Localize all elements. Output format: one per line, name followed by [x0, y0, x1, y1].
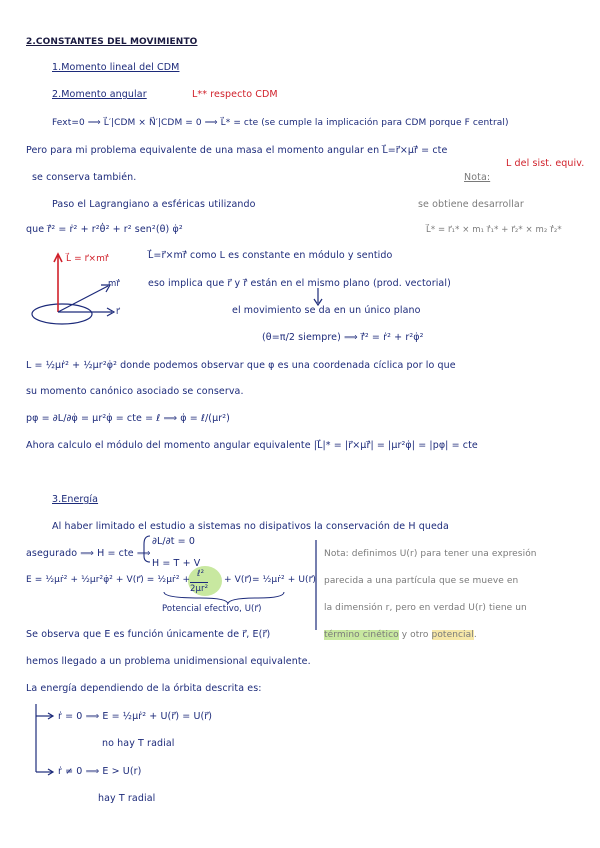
lagrangian-equation: L = ½μṙ² + ½μr²φ̇² donde podemos observar que φ es una coordenada cíclica por lo que [26, 360, 456, 371]
se-observa-line: Se observa que E es función únicamente de r⃗, E(r⃗) [26, 629, 271, 640]
figure-mr-label: mṙ⃗ [108, 279, 120, 289]
nota-box-line: parecida a una partícula que se mueve en [324, 576, 519, 586]
energy-equation: E = ½μṙ² + ½μr²φ̇² + V(r⃗) = ½μṙ² + [26, 575, 191, 585]
figure-L-label: L⃗ = r⃗×mṙ⃗ [66, 254, 109, 264]
case1-note: no hay T radial [102, 738, 175, 749]
orbit-ellipse [32, 304, 92, 324]
y-otro-text: y otro [401, 630, 429, 640]
implica-line: eso implica que r⃗ y ṙ⃗ están en el mismo plano (prod. vectorial) [148, 278, 451, 289]
energy-equation-end: = ½μṙ² + U(r⃗) [252, 575, 317, 585]
section2-heading: 2.CONSTANTES DEL MOVIMIENTO [26, 37, 198, 47]
lagrangiano-line: Paso el Lagrangiano a esféricas utilizando [52, 199, 256, 210]
p-phi-equation: pφ = ∂L/∂φ̇ = μr²φ̇ = cte = ℓ ⟹ φ̇ = ℓ/(μr²) [26, 413, 230, 424]
h-t-v-equation: H = T + V [152, 558, 201, 569]
velocidad-esfericas-line: que ṙ⃗² = ṙ² + r²θ̇² + r² sen²(θ) φ̇² [26, 224, 183, 235]
dl-dt-equation: ∂L/∂t = 0 [152, 536, 195, 547]
potencial-efectivo-label: Potencial efectivo, U(r⃗) [162, 604, 262, 614]
theta-line: (θ=π/2 siempre) ⟹ ṙ⃗² = ṙ² + r²φ̇² [262, 332, 424, 343]
mr-vector-line [58, 286, 108, 312]
case2-equation: ṙ ≠ 0 ⟹ E > U(r) [58, 766, 142, 777]
pero-line: Pero para mi problema equivalente de una masa el momento angular en L⃗=r⃗×μṙ⃗ = cte [26, 145, 448, 156]
asegurado-line: asegurado ⟹ H = cte ⟹ [26, 548, 151, 559]
v-r-term: + V(r⃗) [224, 575, 252, 585]
se-conserva-line: se conserva también. [32, 172, 137, 183]
ahora-line: Ahora calculo el módulo del momento angular equivalente |L⃗|* = |r⃗×μṙ⃗| = |μr²φ̇| = |pφ| = cte [26, 440, 478, 451]
section3-heading: 3.Energía [52, 494, 99, 505]
la-energia-line: La energía dependiendo de la órbita descrita es: [26, 683, 262, 694]
down-arrow [314, 288, 322, 305]
fraction-denominator: 2μr² [190, 584, 209, 594]
figure-r-label: r⃗ [116, 307, 120, 317]
l-del-sist-equiv: L del sist. equiv. [506, 158, 585, 169]
al-haber-line: Al haber limitado el estudio a sistemas no disipativos la conservación de H queda [52, 521, 449, 532]
nota-box-line: término cinético y otro potencial. [324, 630, 477, 640]
momento-angular-heading: 2.Momento angular [52, 89, 147, 100]
fraction-numerator: ℓ² [197, 569, 205, 579]
case1-equation: ṙ = 0 ⟹ E = ½μṙ² + U(r⃗) = U(r⃗) [58, 711, 213, 722]
nota-box-line: la dimensión r, pero en verdad U(r) tiene un [324, 603, 527, 613]
case2-note: hay T radial [98, 793, 156, 804]
hemos-line: hemos llegado a un problema unidimensional equivalente. [26, 656, 311, 667]
L-respecto-cdm: L** respecto CDM [192, 89, 278, 100]
nota-label: Nota: [464, 172, 491, 183]
fext-line: Fext=0 ⟹ L⃗′|CDM × N⃗′|CDM = 0 ⟹ L⃗* = cte (se cumple la implicación para CDM porque F central) [52, 118, 509, 128]
case-tree [36, 704, 53, 775]
nota-box-line: Nota: definimos U(r) para tener una expresión [324, 549, 537, 559]
movimiento-line: el movimiento se da en un único plano [232, 305, 421, 316]
potencial-highlight: potencial [431, 630, 474, 640]
se-obtiene-note: se obtiene desarrollar [418, 199, 524, 210]
l-star-formula: L⃗* = r⃗₁* × m₁ ṙ⃗₁* + r⃗₂* × m₂ ṙ⃗₂* [426, 225, 562, 235]
momento-lineal-heading: 1.Momento lineal del CDM [52, 62, 180, 73]
momento-canonico-line: su momento canónico asociado se conserva. [26, 386, 244, 397]
como-line: L⃗=r⃗×mṙ⃗ como L es constante en módulo y sentido [148, 250, 393, 261]
termino-cinetico-highlight: término cinético [324, 630, 399, 640]
